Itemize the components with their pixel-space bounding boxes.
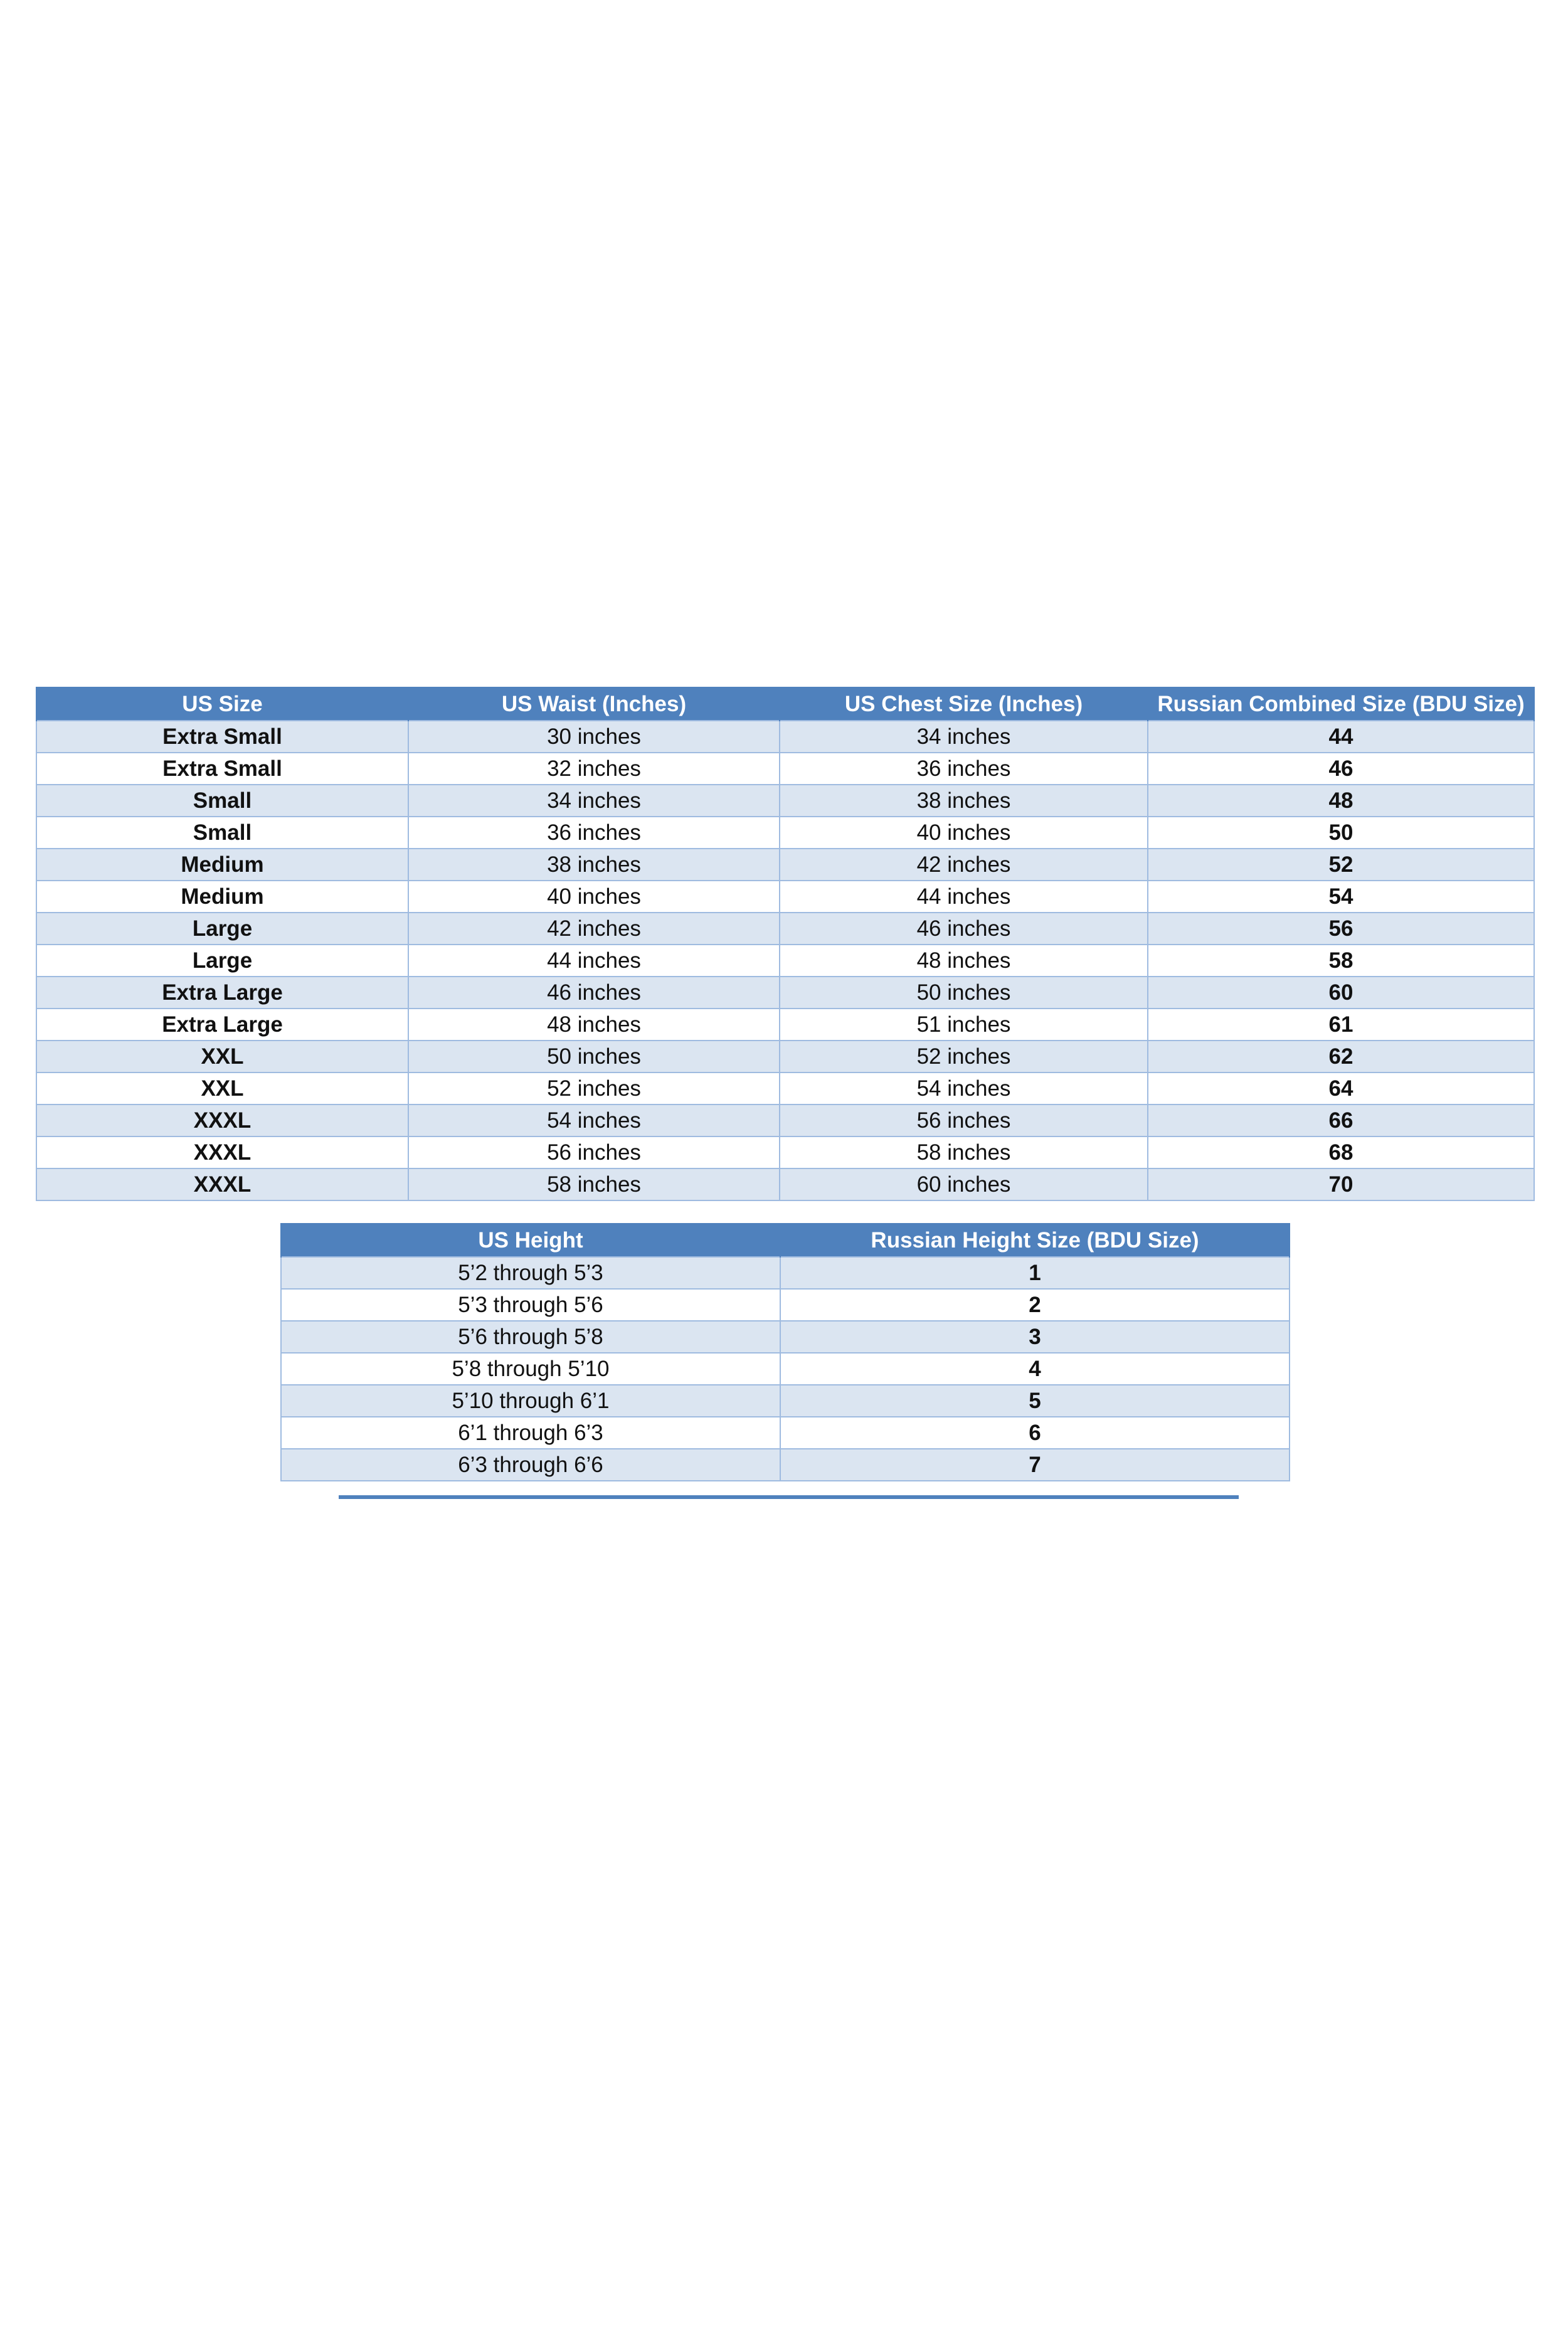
russian-size-cell: 64	[1148, 1073, 1534, 1104]
table-row	[36, 913, 1534, 945]
us-chest-cell: 60 inches	[780, 1168, 1148, 1200]
us-size-cell: Medium	[36, 881, 408, 913]
us-chest-cell: 54 inches	[780, 1073, 1148, 1104]
us-chest-cell: 48 inches	[780, 945, 1148, 977]
table-row	[36, 817, 1534, 849]
russian-size-cell: 70	[1148, 1168, 1534, 1200]
table-row	[281, 1417, 1290, 1449]
us-size-cell: XXXL	[36, 1136, 408, 1168]
table-row	[36, 1104, 1534, 1136]
table-row	[36, 1073, 1534, 1104]
table-row	[281, 1257, 1290, 1289]
us-waist-cell: 40 inches	[408, 881, 780, 913]
russian-size-cell: 68	[1148, 1136, 1534, 1168]
us-size-cell: Extra Large	[36, 1009, 408, 1041]
us-height-cell: 5’3 through 5’6	[281, 1289, 780, 1321]
us-height-cell: 5’6 through 5’8	[281, 1321, 780, 1353]
us-size-cell: XXL	[36, 1041, 408, 1073]
russian-height-cell: 5	[780, 1385, 1290, 1417]
us-height-cell: 5’8 through 5’10	[281, 1353, 780, 1385]
us-size-cell: Small	[36, 785, 408, 817]
us-waist-cell: 56 inches	[408, 1136, 780, 1168]
us-height-header: US Height	[281, 1224, 780, 1257]
table-row	[36, 1041, 1534, 1073]
us-size-cell: XXL	[36, 1073, 408, 1104]
table-row	[36, 1009, 1534, 1041]
us-size-cell: Large	[36, 913, 408, 945]
table-row	[36, 945, 1534, 977]
russian-size-cell: 56	[1148, 913, 1534, 945]
us-height-cell: 5’10 through 6’1	[281, 1385, 780, 1417]
table-row	[281, 1385, 1290, 1417]
us-chest-cell: 58 inches	[780, 1136, 1148, 1168]
russian-size-cell: 61	[1148, 1009, 1534, 1041]
size-conversion-table	[36, 687, 1535, 1201]
us-waist-cell: 54 inches	[408, 1104, 780, 1136]
russian-combined-size-header: Russian Combined Size (BDU Size)	[1148, 687, 1534, 721]
us-chest-cell: 44 inches	[780, 881, 1148, 913]
russian-size-cell: 46	[1148, 753, 1534, 785]
us-chest-cell: 34 inches	[780, 721, 1148, 753]
table-row	[36, 881, 1534, 913]
table-row	[281, 1289, 1290, 1321]
russian-size-cell: 60	[1148, 977, 1534, 1009]
divider-line	[339, 1495, 1239, 1499]
us-chest-cell: 36 inches	[780, 753, 1148, 785]
table-row	[36, 785, 1534, 817]
us-waist-cell: 34 inches	[408, 785, 780, 817]
us-size-cell: Extra Small	[36, 721, 408, 753]
us-height-cell: 6’3 through 6’6	[281, 1449, 780, 1481]
russian-size-cell: 54	[1148, 881, 1534, 913]
us-chest-cell: 50 inches	[780, 977, 1148, 1009]
russian-size-cell: 62	[1148, 1041, 1534, 1073]
table-row	[281, 1321, 1290, 1353]
russian-height-cell: 6	[780, 1417, 1290, 1449]
table-row	[281, 1353, 1290, 1385]
height-conversion-table	[280, 1223, 1290, 1481]
us-waist-cell: 48 inches	[408, 1009, 780, 1041]
us-size-cell: Extra Small	[36, 753, 408, 785]
russian-size-cell: 50	[1148, 817, 1534, 849]
table-row	[36, 753, 1534, 785]
us-chest-cell: 38 inches	[780, 785, 1148, 817]
us-waist-cell: 52 inches	[408, 1073, 780, 1104]
us-waist-cell: 50 inches	[408, 1041, 780, 1073]
russian-size-cell: 52	[1148, 849, 1534, 881]
us-waist-cell: 36 inches	[408, 817, 780, 849]
table-row	[281, 1449, 1290, 1481]
russian-height-cell: 1	[780, 1257, 1290, 1289]
russian-height-cell: 2	[780, 1289, 1290, 1321]
us-chest-cell: 56 inches	[780, 1104, 1148, 1136]
us-chest-cell: 42 inches	[780, 849, 1148, 881]
us-waist-header: US Waist (Inches)	[408, 687, 780, 721]
table-row	[36, 721, 1534, 753]
russian-height-size-header: Russian Height Size (BDU Size)	[780, 1224, 1290, 1257]
russian-size-cell: 58	[1148, 945, 1534, 977]
size-table-header-row	[36, 687, 1534, 721]
table-row	[36, 977, 1534, 1009]
russian-height-cell: 4	[780, 1353, 1290, 1385]
us-size-cell: Extra Large	[36, 977, 408, 1009]
us-waist-cell: 42 inches	[408, 913, 780, 945]
us-size-cell: Small	[36, 817, 408, 849]
us-chest-cell: 46 inches	[780, 913, 1148, 945]
table-row	[36, 849, 1534, 881]
us-waist-cell: 46 inches	[408, 977, 780, 1009]
us-waist-cell: 32 inches	[408, 753, 780, 785]
us-height-cell: 6’1 through 6’3	[281, 1417, 780, 1449]
us-size-cell: XXXL	[36, 1104, 408, 1136]
russian-height-cell: 3	[780, 1321, 1290, 1353]
us-chest-header: US Chest Size (Inches)	[780, 687, 1148, 721]
us-chest-cell: 52 inches	[780, 1041, 1148, 1073]
us-chest-cell: 40 inches	[780, 817, 1148, 849]
us-waist-cell: 38 inches	[408, 849, 780, 881]
russian-size-cell: 66	[1148, 1104, 1534, 1136]
us-waist-cell: 30 inches	[408, 721, 780, 753]
us-height-cell: 5’2 through 5’3	[281, 1257, 780, 1289]
russian-size-cell: 48	[1148, 785, 1534, 817]
table-row	[36, 1168, 1534, 1200]
us-chest-cell: 51 inches	[780, 1009, 1148, 1041]
table-row	[36, 1136, 1534, 1168]
us-size-cell: XXXL	[36, 1168, 408, 1200]
us-waist-cell: 44 inches	[408, 945, 780, 977]
russian-size-cell: 44	[1148, 721, 1534, 753]
us-size-cell: Medium	[36, 849, 408, 881]
height-table-header-row	[281, 1224, 1290, 1257]
russian-height-cell: 7	[780, 1449, 1290, 1481]
us-waist-cell: 58 inches	[408, 1168, 780, 1200]
us-size-header: US Size	[36, 687, 408, 721]
us-size-cell: Large	[36, 945, 408, 977]
